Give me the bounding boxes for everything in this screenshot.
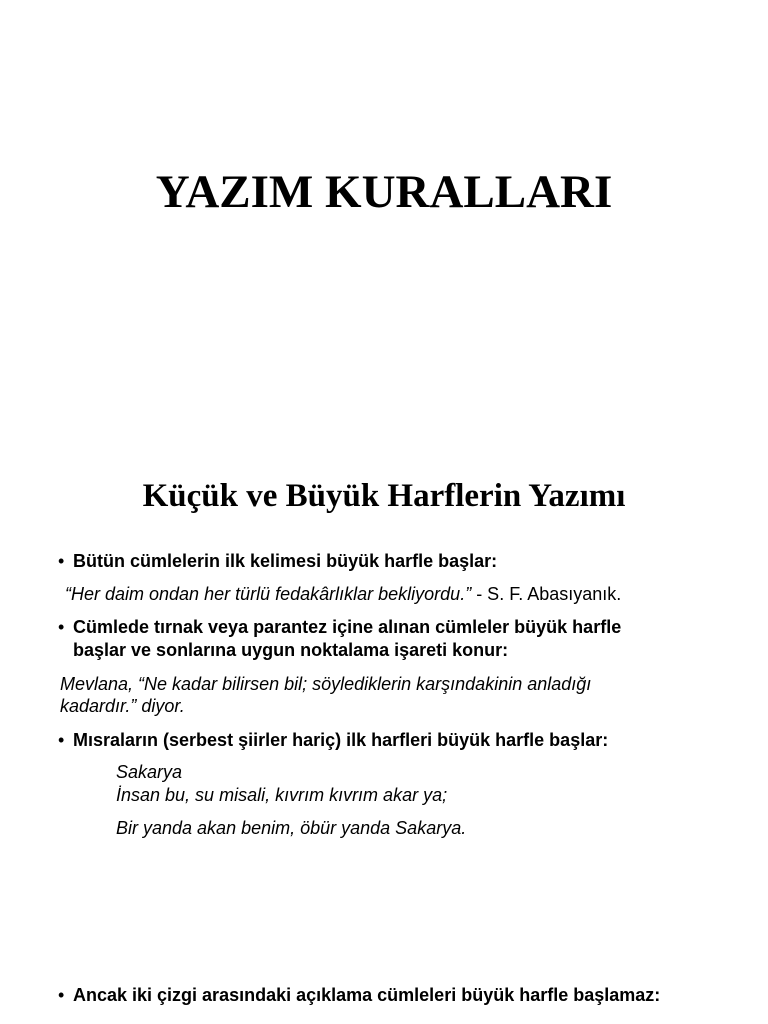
example-author: - S. F. Abasıyanık. <box>471 584 622 604</box>
bullet-text: Mısraların (serbest şiirler hariç) ilk harfleri büyük harfle başlar: <box>73 730 609 750</box>
content-slide <box>0 430 768 1024</box>
bullet-item-4 <box>58 984 660 1007</box>
example-quote: “Her daim ondan her türlü fedakârlıklar bekliyordu.” <box>65 584 472 604</box>
bullet-text-continued: başlar ve sonlarına uygun noktalama işareti konur: <box>73 640 509 660</box>
bullet-item-1 <box>58 550 497 573</box>
poem-line: İnsan bu, su misali, kıvrım kıvrım akar ya; <box>116 785 448 805</box>
poem-line: Sakarya <box>116 762 183 782</box>
example-line: kadardır.” diyor. <box>60 696 185 716</box>
example-2 <box>60 673 591 718</box>
poem-line: Bir yanda akan benim, öbür yanda Sakarya. <box>116 818 467 838</box>
bullet-text: Ancak iki çizgi arasındaki açıklama cümleleri büyük harfle başlamaz: <box>73 985 661 1005</box>
bullet-dot: • <box>58 551 65 571</box>
bullet-dot: • <box>58 617 65 637</box>
title-slide <box>0 0 768 430</box>
section-title: Küçük ve Büyük Harflerin Yazımı <box>142 478 626 514</box>
main-title: YAZIM KURALLARI <box>155 166 613 218</box>
example-1 <box>65 583 621 606</box>
bullet-text: Cümlede tırnak veya parantez içine alınan cümleler büyük harfle <box>73 617 622 637</box>
bullet-item-2 <box>58 616 621 662</box>
bullet-dot: • <box>58 985 65 1005</box>
bullet-dot: • <box>58 730 65 750</box>
bullet-text: Bütün cümlelerin ilk kelimesi büyük harfle başlar: <box>73 551 498 571</box>
bullet-item-3 <box>58 729 608 752</box>
example-line: Mevlana, “Ne kadar bilirsen bil; söylediklerin karşındakinin anladığı <box>60 674 592 694</box>
poem <box>116 761 466 840</box>
